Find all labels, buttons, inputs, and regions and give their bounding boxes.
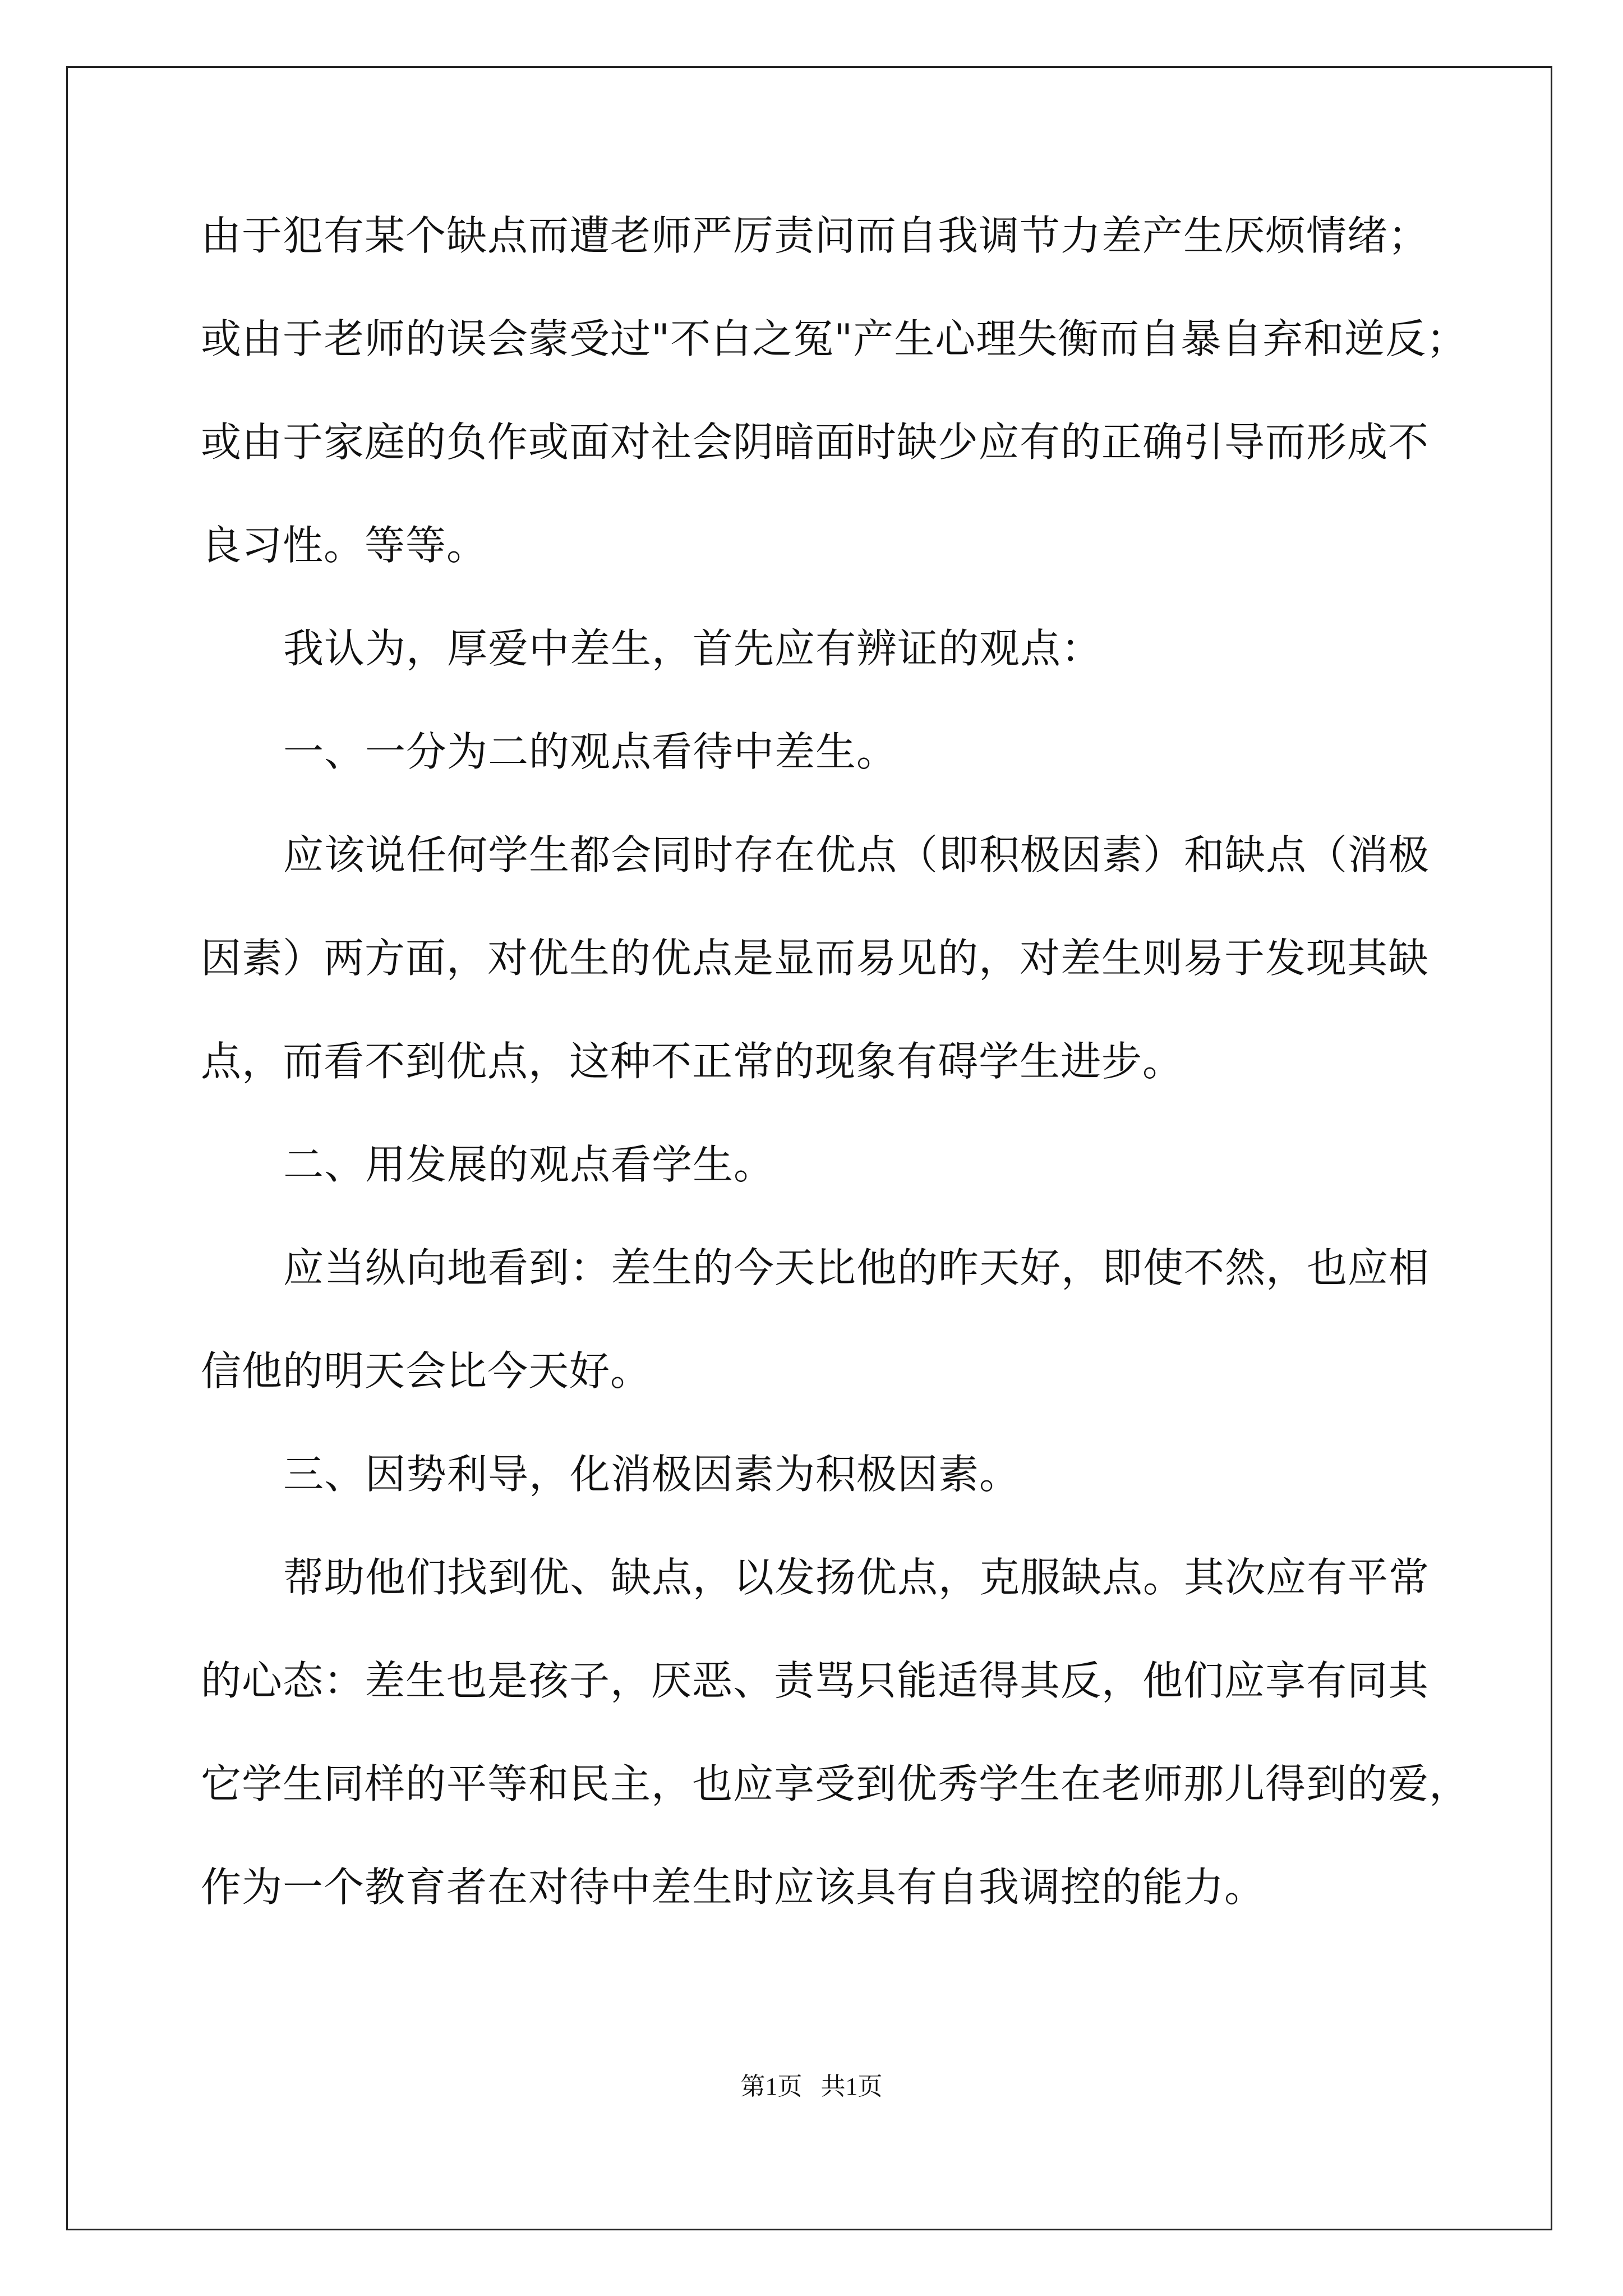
- section-heading: 三、因势利导，化消极因素为积极因素。: [283, 1451, 1021, 1498]
- paragraph-line: 良习性。等等。: [201, 522, 488, 569]
- paragraph-line: 或由于家庭的负作或面对社会阴暗面时缺少应有的正确引导而形成不: [201, 418, 1430, 466]
- paragraph-line: 由于犯有某个缺点而遭老师严厉责问而自我调节力差产生厌烦情绪；: [201, 212, 1430, 259]
- paragraph-line: 因素）两方面，对优生的优点是显而易见的，对差生则易于发现其缺: [201, 935, 1430, 982]
- paragraph-line: 帮助他们找到优、缺点，以发扬优点，克服缺点。其次应有平常: [283, 1554, 1430, 1601]
- section-heading: 一、一分为二的观点看待中差生。: [283, 728, 898, 775]
- paragraph-line: 作为一个教育者在对待中差生时应该具有自我调控的能力。: [201, 1864, 1266, 1911]
- paragraph-line: 点，而看不到优点，这种不正常的现象有碍学生进步。: [201, 1038, 1184, 1085]
- section-heading: 二、用发展的观点看学生。: [283, 1141, 775, 1188]
- paragraph-line: 我认为，厚爱中差生，首先应有辨证的观点：: [283, 625, 1103, 672]
- page-number-footer: 第1页 共1页: [740, 2073, 883, 2100]
- paragraph-line: 信他的明天会比今天好。: [201, 1347, 652, 1395]
- paragraph-line: 它学生同样的平等和民主，也应享受到优秀学生在老师那儿得到的爱，: [201, 1760, 1470, 1807]
- paragraph-line: 应该说任何学生都会同时存在优点（即积极因素）和缺点（消极: [283, 831, 1430, 878]
- paragraph-line: 或由于老师的误会蒙受过"不白之冤"产生心理失衡而自暴自弃和逆反；: [201, 315, 1468, 362]
- paragraph-line: 应当纵向地看到：差生的今天比他的昨天好，即使不然，也应相: [283, 1244, 1430, 1291]
- paragraph-line: 的心态：差生也是孩子，厌恶、责骂只能适得其反，他们应享有同其: [201, 1657, 1430, 1704]
